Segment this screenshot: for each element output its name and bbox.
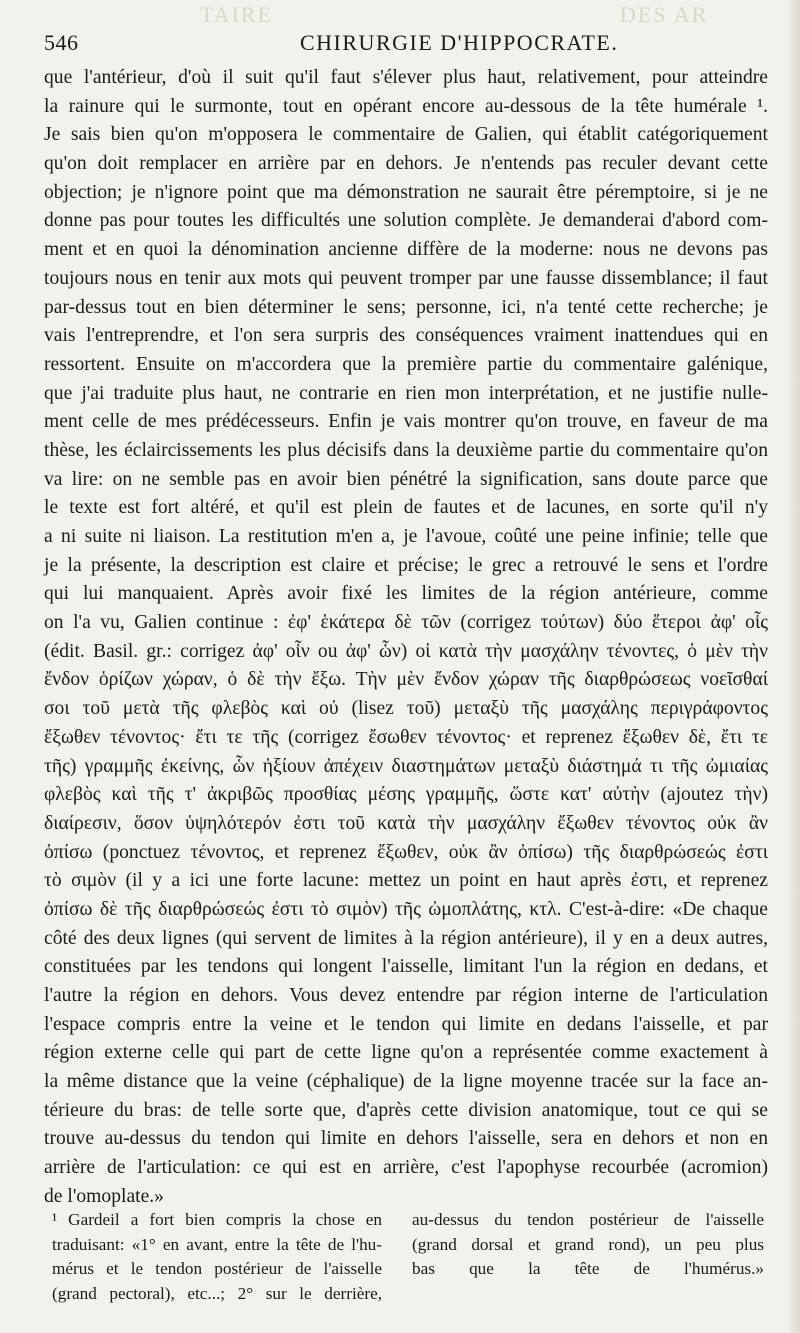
text-line: thèse, les éclaircissements les plus décisifs dans la deuxième partie du commentaire qu'on	[44, 439, 768, 461]
text-line: toujours nous en tenir aux mots qui peuvent tromper par une fausse dissemblance; il faut	[44, 267, 768, 289]
text-line: que j'ai traduite plus haut, ne contrarie en rien mon interprétation, et ne justifie nulle-	[44, 382, 768, 404]
text-line: la même distance que la veine (céphalique) de la ligne moyenne tracée sur la face an-	[44, 1071, 768, 1093]
main-text	[44, 64, 768, 1212]
text-line: (grand dorsal et grand rond), un peu plus	[412, 1234, 764, 1254]
bleed-through-text: DES AR	[620, 2, 709, 27]
text-line: σοι τοῦ μετὰ τῆς φλεβὸς καὶ οὐ (lisez τοῦ) μεταξὺ τῆς μασχάλης περιγράφοντος	[44, 698, 768, 720]
text-line: φλεβὸς καὶ τῆς τ' ἀκριβῶς προσθίας μέσης γραμμῆς, ὥστε κατ' αὐτὴν (ajoutez τὴν)	[44, 784, 768, 806]
page-header	[44, 30, 800, 58]
text-line: qu'on doit remplacer en arrière par en dehors. Je n'entends pas reculer devant cette	[44, 153, 768, 175]
text-line: par-dessus tout en bien déterminer le sens; personne, ici, n'a tenté cette recherche; je	[44, 296, 768, 318]
text-line: l'espace compris entre la veine et le tendon qui limite en dedans l'aisselle, et par	[44, 1013, 768, 1035]
text-line: διαίρεσιν, ὅσον ὑψηλότερόν ἐστι τοῦ κατὰ τὴν μασχάλην ἔξωθεν τένοντος οὐκ ἂν	[44, 812, 768, 834]
footnote-column-left	[52, 1208, 382, 1306]
text-line: donne pas pour toutes les difficultés une solution complète. Je demanderai d'abord com-	[44, 210, 768, 232]
footnote-column-right	[412, 1208, 764, 1282]
text-line: mérus et le tendon postérieur de l'aisselle	[52, 1259, 382, 1278]
text-line: traduisant: «1° en avant, entre la tête de l'hu-	[52, 1234, 382, 1254]
text-line: vais l'entreprendre, et l'on sera surpris des conséquences vraiment inattendues qui en	[44, 325, 768, 347]
text-line: térieure du bras: de telle sorte que, d'après cette division anatomique, tout ce qui se	[44, 1099, 768, 1121]
text-line: objection; je n'ignore point que ma démonstration ne saurait être péremptoire, si je ne	[44, 181, 768, 203]
text-line: (édit. Basil. gr.: corrigez ἀφ' οἷν ou ἀφ' ὧν) οἱ κατὰ τὴν μασχάλην τένοντες, ὁ μὲν τὴν	[44, 640, 768, 662]
text-line: je la présente, la description est claire et précise; le grec a retrouvé le sens et l'ordre	[44, 554, 768, 576]
text-line: ¹ Gardeil a fort bien compris la chose en	[52, 1210, 382, 1229]
text-line: τῆς) γραμμῆς ἐκείνης, ὧν ἠξίουν ἀπέχειν διαστημάτων μεταξὺ διάστημά τι τῆς ὠμιαίας	[44, 755, 768, 777]
text-line: au-dessus du tendon postérieur de l'aisselle	[412, 1210, 764, 1229]
text-line: que l'antérieur, d'où il suit qu'il faut s'élever plus haut, relativement, pour atteindre	[44, 67, 768, 88]
text-line: constituées par les tendons qui longent l'aisselle, limitant l'un la région en dedans, et	[44, 956, 768, 978]
text-line: ment et en quoi la dénomination ancienne diffère de la moderne: nous ne devons pas	[44, 239, 768, 261]
text-line: ment celle de mes prédécesseurs. Enfin je vais montrer qu'on trouve, en faveur de ma	[44, 411, 768, 433]
text-line: l'autre la région en dehors. Vous devez entendre par région interne de l'articulation	[44, 985, 768, 1006]
text-line: ὀπίσω δὲ τῆς διαρθρώσεώς ἐστι τὸ σιμὸν) τῆς ὠμοπλάτης, κτλ. C'est-à-dire: «De chaque	[44, 898, 768, 920]
text-line: on l'a vu, Galien continue : ἐφ' ἑκάτερα δὲ τῶν (corrigez τούτων) δύο ἕτεροι ἀφ' οἷς	[44, 612, 768, 634]
text-line: ressortent. Ensuite on m'accordera que la première partie du commentaire galénique,	[44, 353, 768, 375]
text-line: qui lui manquaient. Après avoir fixé les limites de la région antérieure, comme	[44, 583, 768, 605]
text-line: côté des deux lignes (qui servent de limites à la région antérieure), il y en a deux autres,	[44, 927, 768, 949]
text-line: τὸ σιμὸν (il y a ici une forte lacune: mettez un point en haut après ἐστι, et reprenez	[44, 870, 768, 892]
text-line: de l'omoplate.»	[44, 1185, 164, 1207]
text-line: a ni suite ni liaison. La restitution m'en a, je l'avoue, coûté une peine infinie; telle que	[44, 526, 768, 547]
text-line: ὀπίσω (ponctuez τένοντος, et reprenez ἔξωθεν, οὐκ ἂν ὀπίσω) τῆς διαρθρώσεώς ἐστι	[44, 841, 768, 863]
text-line: le texte est fort altéré, et qu'il est plein de fautes et de lacunes, en sorte qu'il n'y	[44, 497, 768, 519]
text-line: (grand pectoral), etc...; 2° sur le derrière,	[52, 1283, 382, 1303]
bleed-through-text: TAIRE	[200, 2, 274, 27]
text-line: arrière de l'articulation: ce qui est en arrière, c'est l'apophyse recourbée (acromion)	[44, 1157, 768, 1179]
page-gutter-shadow	[786, 0, 800, 1333]
page-number: 546	[44, 30, 79, 55]
text-line: bas que la tête de l'humérus.»	[412, 1259, 764, 1278]
text-line: la rainure qui le surmonte, tout en opérant encore au-dessous de la tête humérale ¹.	[44, 95, 768, 117]
text-line: Je sais bien qu'on m'opposera le commentaire de Galien, qui établit catégoriquement	[44, 124, 768, 146]
text-line: trouve au-dessus du tendon qui limite en dehors l'aisselle, sera en dehors et non en	[44, 1128, 768, 1150]
text-line: région externe celle qui part de cette ligne qu'on a représentée comme exactement à	[44, 1042, 768, 1064]
text-line: ἔξωθεν τένοντος· ἔτι τε τῆς (corrigez ἔσωθεν τένοντος· et reprenez ἔξωθεν δὲ, ἔτι τε	[44, 726, 768, 748]
text-line: ἔνδον ὁρίζων χώραν, ὁ δὲ τὴν ἔξω. Τὴν μὲν ἔνδον χώραν τῆς διαρθρώσεως νοεῖσθαί	[44, 669, 768, 691]
text-line: va lire: on ne semble pas en avoir bien pénétré la signification, sans doute parce que	[44, 468, 768, 490]
running-title: CHIRURGIE D'HIPPOCRATE.	[300, 30, 619, 55]
